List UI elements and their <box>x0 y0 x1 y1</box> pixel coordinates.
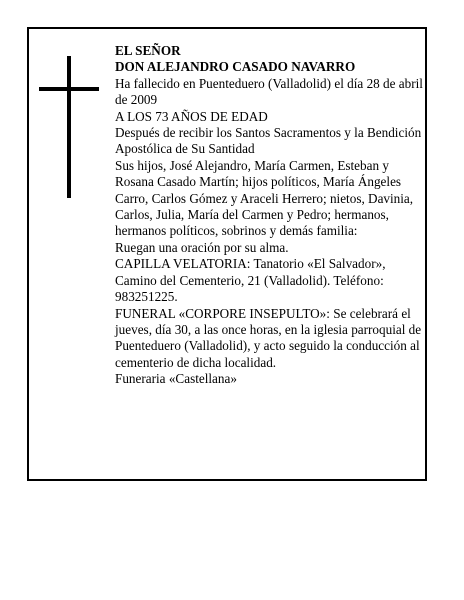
death-year: de 2009 <box>115 92 158 108</box>
notice-header-title: EL SEÑOR <box>115 43 181 58</box>
obituary-notice <box>27 27 427 481</box>
cross-vertical-bar <box>67 56 71 198</box>
prayer-request: Ruegan una oración por su alma. <box>115 239 289 255</box>
death-announcement: Ha fallecido en Puenteduero (Valladolid) el día 28 de abril <box>115 75 423 91</box>
funeral-info: FUNERAL «CORPORE INSEPULTO»: Se celebrará el jueves, día 30, a las once horas, en la iglesia parroquial de Puenteduero (Valladolid), y acto seguido la conducción al cementerio de dicha localidad. <box>115 305 422 370</box>
deceased-name: DON ALEJANDRO CASADO NAVARRO <box>115 59 356 75</box>
sacraments-text: Después de recibir los Santos Sacramentos y la Bendición Apostólica de Su Santidad <box>115 125 422 157</box>
age-at-death: A LOS 73 AÑOS DE EDAD <box>115 108 268 124</box>
notice-body <box>115 43 427 388</box>
family-list: Sus hijos, José Alejandro, María Carmen, Esteban y Rosana Casado Martín; hijos políticos, María Ángeles Carro, Carlos Gómez y Araceli Herrero; nietos, Davinia, Carlos, Julia, María del Carmen y Pedro; hermanos, hermanos políticos, sobrinos y demás familia: <box>115 157 414 239</box>
cross-horizontal-bar <box>39 87 99 91</box>
funeral-home: Funeraria «Castellana» <box>115 371 237 387</box>
chapel-info: CAPILLA VELATORIA: Tanatorio «El Salvador», Camino del Cementerio, 21 (Valladolid). Teléfono: 983251225. <box>115 256 386 305</box>
